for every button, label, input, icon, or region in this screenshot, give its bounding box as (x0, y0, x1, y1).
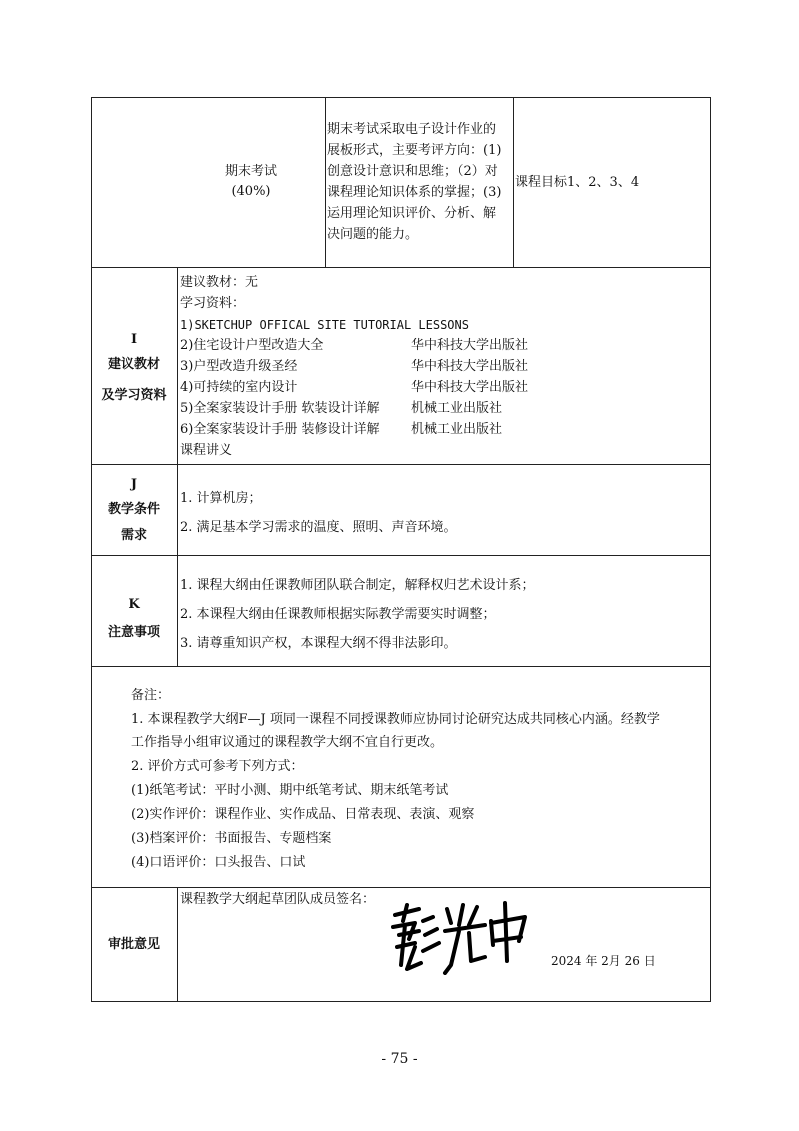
book-publisher: 机械工业出版社 (411, 422, 503, 437)
table-border (513, 97, 514, 268)
materials-heading: 学习资料： (180, 296, 246, 311)
section-j-letter: J (130, 477, 138, 492)
notes-line: (1)纸笔考试：平时小测、期中纸笔考试、期末纸笔考试 (131, 783, 449, 798)
table-border (710, 97, 711, 1002)
notes-line: (4)口语评价：口头报告、口试 (131, 855, 306, 870)
table-border (325, 97, 326, 268)
lecture-notes-line: 课程讲义 (180, 443, 233, 458)
table-border (91, 267, 711, 268)
book-title: 2)住宅设计户型改造大全 (180, 338, 324, 353)
exam-description-line: 创意设计意识和思维；（2）对 (327, 164, 498, 179)
table-border (91, 97, 92, 1002)
condition-item: 2. 满足基本学习需求的温度、照明、声音环境。 (180, 520, 457, 535)
notes-heading: 备注： (131, 688, 171, 703)
textbook-line: 建议教材：无 (180, 275, 259, 290)
section-k-title: 注意事项 (107, 625, 160, 640)
table-border (177, 887, 178, 1002)
exam-description-line: 展板形式，主要考评方向：(1) (327, 143, 502, 158)
table-border (91, 97, 711, 98)
signature-prompt: 课程教学大纲起草团队成员签名： (180, 892, 376, 907)
exam-name: 期末考试 (224, 164, 277, 179)
notice-item: 1. 课程大纲由任课教师团队联合制定，解释权归艺术设计系； (180, 578, 535, 593)
notes-line: 工作指导小组审议通过的课程教学大纲不宜自行更改。 (131, 735, 444, 750)
section-i-letter: I (130, 332, 138, 347)
exam-weight: (40%) (231, 184, 271, 199)
section-k-letter: K (128, 597, 140, 612)
section-i-title: 及学习资料 (101, 388, 167, 403)
table-border (91, 1001, 711, 1002)
exam-description-line: 期末考试采取电子设计作业的 (327, 122, 497, 137)
section-j-title: 教学条件 (107, 502, 160, 517)
book-publisher: 华中科技大学出版社 (411, 338, 529, 353)
book-title: 6)全案家装设计手册 装修设计详解 (180, 422, 380, 437)
book-title: 4)可持续的室内设计 (180, 380, 298, 395)
table-border (91, 464, 711, 465)
book-publisher: 华中科技大学出版社 (411, 359, 529, 374)
section-j-title: 需求 (120, 528, 147, 543)
table-border (91, 555, 711, 556)
table-border (91, 666, 711, 667)
table-border (177, 267, 178, 667)
exam-description-line: 运用理论知识评价、分析、解 (327, 206, 497, 221)
page-number: - 75 - (381, 1051, 418, 1067)
notice-item: 2. 本课程大纲由任课教师根据实际教学需要实时调整； (180, 607, 496, 622)
table-border (91, 887, 711, 888)
notes-line: (2)实作评价：课程作业、实作成品、日常表现、表演、观察 (131, 807, 475, 822)
section-i-title: 建议教材 (107, 357, 160, 372)
book-title: 3)户型改造升级圣经 (180, 359, 298, 374)
handwritten-signature (385, 895, 535, 975)
notes-line: 1. 本课程教学大纲F—J 项同一课程不同授课教师应协同讨论研究达成共同核心内涵。经教学 (131, 712, 660, 727)
material-item: 1)SKETCHUP OFFICAL SITE TUTORIAL LESSONS (180, 318, 469, 332)
approval-date: 2024 年 2月 26 日 (551, 954, 656, 968)
exam-description-line: 课程理论知识体系的掌握；(3) (327, 185, 502, 200)
book-title: 5)全案家装设计手册 软装设计详解 (180, 401, 380, 416)
notes-line: (3)档案评价：书面报告、专题档案 (131, 831, 332, 846)
exam-description-line: 决问题的能力。 (327, 227, 419, 242)
book-publisher: 机械工业出版社 (411, 401, 503, 416)
exam-objectives: 课程目标1、2、3、4 (515, 175, 640, 190)
approval-label: 审批意见 (107, 937, 160, 952)
notes-line: 2. 评价方式可参考下列方式： (131, 759, 304, 774)
notice-item: 3. 请尊重知识产权，本课程大纲不得非法影印。 (180, 636, 457, 651)
book-publisher: 华中科技大学出版社 (411, 380, 529, 395)
condition-item: 1. 计算机房； (180, 491, 262, 506)
